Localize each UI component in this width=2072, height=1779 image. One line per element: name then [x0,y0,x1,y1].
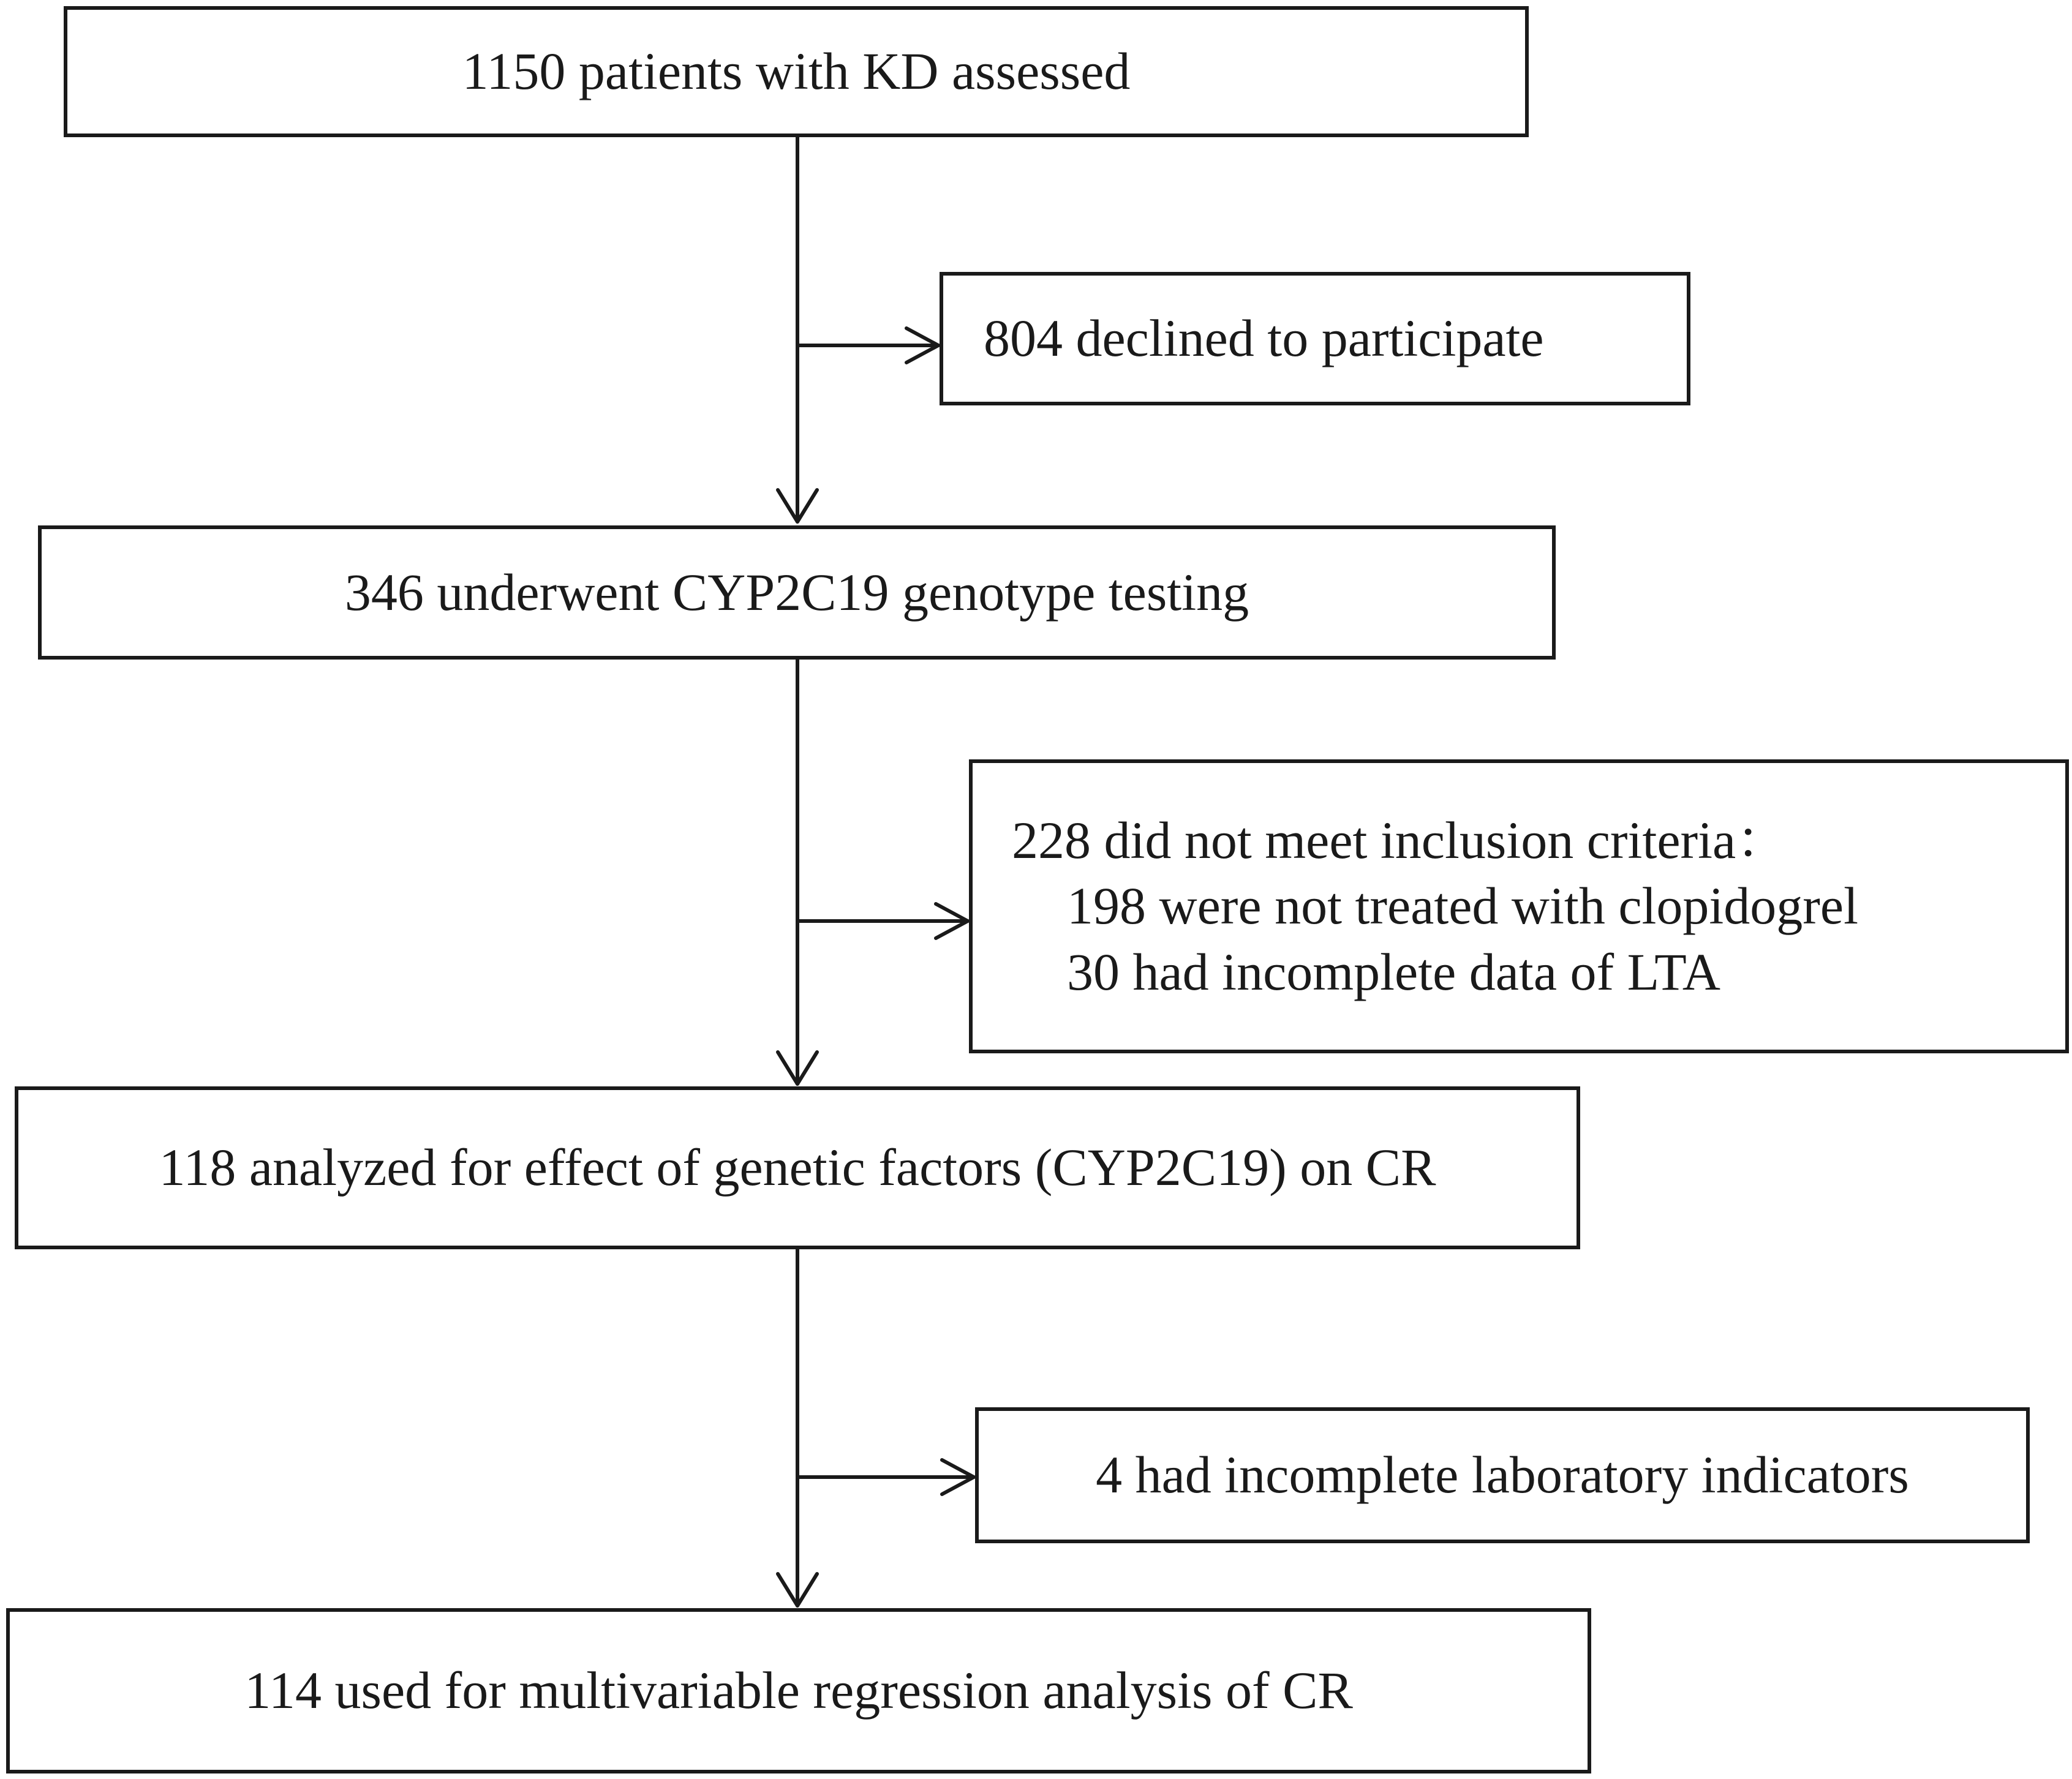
exclusion2-header: 228 did not meet inclusion criteria： [1012,810,1789,870]
step3-box [15,1086,1580,1249]
step2-text: 346 underwent CYP2C19 genotype testing [344,562,1249,622]
exclusion1-text: 804 declined to participate [984,309,1544,368]
step3-text: 118 analyzed for effect of genetic factors (CYP2C19) on CR [159,1138,1436,1197]
step4-box [6,1608,1591,1773]
step1-box [64,6,1529,137]
exclusion2-box [969,759,2069,1053]
step2-box [38,525,1556,660]
exclusion1-box [940,272,1690,405]
exclusion2-reason: 30 had incomplete data of LTA [1067,942,1721,1001]
step1-text: 1150 patients with KD assessed [462,42,1131,101]
exclusion2-content [1012,808,1858,1006]
exclusion3-text: 4 had incomplete laboratory indicators [1096,1445,1909,1505]
exclusion3-box [975,1407,2030,1543]
step4-text: 114 used for multivariable regression analysis of CR [244,1661,1353,1720]
exclusion2-reason: 198 were not treated with clopidogrel [1067,876,1858,936]
